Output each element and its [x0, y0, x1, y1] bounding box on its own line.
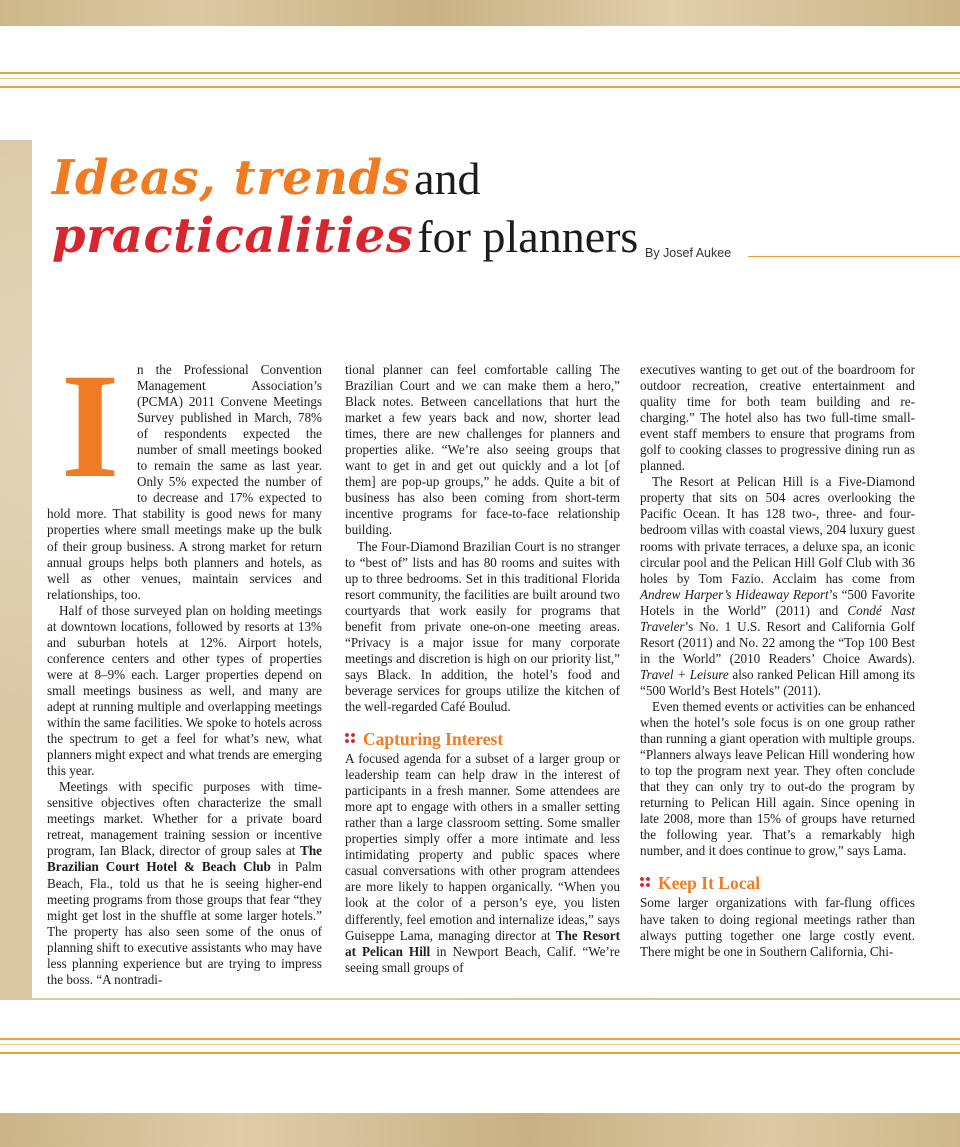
headline-ideas-trends: Ideas, trends [52, 150, 411, 206]
bullet-icon [640, 877, 651, 888]
article-panel [32, 140, 960, 998]
bullet-icon [345, 733, 356, 744]
headline-for-planners: for planners [417, 211, 639, 262]
column-2 [345, 362, 620, 976]
column-3 [640, 362, 915, 960]
parchment-border-bottom [0, 1113, 960, 1147]
subhead-keep-it-local: Keep It Local [640, 873, 915, 893]
paragraph: Even themed events or activities can be enhanced when the hotel’s sole focus is on one group rather than running a giant operation with multiple groups. “Planners always leave Pelican Hill wondering how to top the program next year. They often conclude that they can only try to out-do the program by returning to Pelican Hill again. Since opening in late 2008, more than 15% of groups have returned the following year. That’s a remarkably high number, and it does continue to grow,” says Lama. [640, 698, 915, 859]
paragraph: Some larger organizations with far-flung offices have taken to doing regional meetings rather than always putting together one large costly event. There might be one in Southern California, Chi- [640, 895, 915, 959]
hotel-name-pelican-hill: The Resort at Pelican Hill [345, 927, 621, 959]
byline-rule [748, 256, 960, 257]
paragraph: A focused agenda for a subset of a larger group or leadership team can help draw in the interest of participants in a fresh manner. Some attendees are more apt to engage with others in a smaller setting rather than a large classroom setting. Some smaller properties simply offer a more intimate and less intimidating property and public spaces where casual conversations with other program attendees are more likely to happen organically. “When you look at the color of a person’s eye, you listen differently, feel emotion and internalize ideas,” says Guiseppe Lama, managing director at The Resort at Pelican Hill in Newport Beach, Calif. “We’re seeing small groups of [345, 751, 621, 975]
paragraph: Meetings with specific purposes with time-sensitive objectives often characterize the small meetings market. Whether for a private board retreat, management training session or incentive program, Ian Black, director of group sales at The Brazilian Court Hotel & Beach Club in Palm Beach, Fla., told us that he is seeing higher-end meeting programs from those groups that fear “they might get lost in the shuffle at some larger hotels.” The property has also seen some of the onus of planning shift to executive assistants who may have less planning experience but are trying to impress the boss. “A nontradi- [47, 779, 323, 987]
header-band [0, 26, 960, 140]
paragraph: executives wanting to get out of the boardroom for outdoor recreation, creative entertainment and quality time for both team building and re-charging.” The hotel also has two full-time small-event staff members to ensure that programs from golf to cooking classes to progressive dining run as planned. [640, 362, 915, 474]
footer-band [0, 1000, 960, 1113]
headline-practicalities: practicalities [52, 208, 414, 264]
headline-and: and [414, 153, 481, 204]
drop-cap: I [61, 343, 120, 509]
subhead-capturing-interest: Capturing Interest [345, 729, 620, 749]
byline: By Josef Aukee [645, 246, 732, 260]
hotel-name-brazilian-court: The Brazilian Court Hotel & Beach Club [47, 843, 322, 875]
paragraph: The Resort at Pelican Hill is a Five-Diamond property that sits on 504 acres overlooking the Pacific Ocean. It has 128 two-, three- and four-bedroom villas with coastal views, 204 luxury guest rooms with private terraces, a deluxe spa, an iconic circular pool and the Pelican Hill Golf Club with 36 holes by Tom Fazio. Acclaim has come from Andrew Harper’s Hideaway Report’s “500 Favorite Hotels in the World” (2011) and Condé Nast Traveler’s No. 1 U.S. Resort and California Golf Resort (2011) and No. 22 among the “Top 100 Best in the World” (2010 Readers’ Choice Awards). Travel + Leisure also ranked Pelican Hill among its “500 World’s Best Hotels” (2011). [640, 474, 915, 698]
column-1 [47, 343, 323, 988]
paragraph: Half of those surveyed plan on holding meetings at downtown locations, followed by resorts at 13% and suburban hotels at 12%. Airport hotels, conference centers and other types of properties were at 8–9% each. Larger properties depend on small meetings business as well, and many are adept at running multiple and overlapping meetings within the same facilities. We spoke to hotels across the spectrum to get a feel for what’s new, what planners might expect and what trends are emerging this year. [47, 602, 322, 779]
paragraph: The Four-Diamond Brazilian Court is no stranger to “best of” lists and has 80 rooms and suites with up to three bedrooms. Set in this traditional Florida resort community, the facilities are built around two courtyards that work easily for programs that benefit from private one-on-one meeting areas. “Privacy is a major issue for many corporate meetings and discretion is high on our priority list,” says Black. In addition, the hotel’s food and beverage services for groups utilize the kitchen of the well-regarded Café Boulud. [345, 538, 620, 714]
paragraph: tional planner can feel comfortable calling The Brazilian Court and we can make them a hero,” Black notes. Between cancellations that hurt the market a few years back and now, shorter lead times, there are new challenges for planners and properties alike. “We’re also seeing groups that want to get in and get out quickly and a lot [of them] are pop-up groups,” he adds. Quite a bit of business has also been coming from short-term incentive programs for face-to-face relationship building. [345, 362, 620, 538]
paragraph: n the Professional Convention Management Association’s (PCMA) 2011 Convene Meetings Survey published in March, 78% of respondents expected the number of small meetings booked to remain the same as last year. Only 5% expected the number of to decrease and 17% expected to hold more. That stability is good news for many properties where small meetings make up the bulk of their group business. A strong market for return annual groups helps both planners and hotels, as well as other venues, maintain services and relationships, too. [47, 362, 322, 602]
parchment-border-top [0, 0, 960, 26]
